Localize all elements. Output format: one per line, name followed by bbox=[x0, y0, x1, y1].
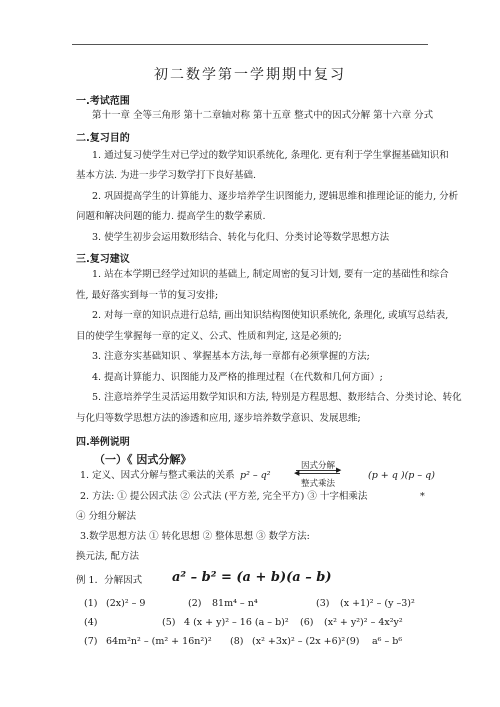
exercise-2-expr: 81m⁴ – n⁴ bbox=[212, 598, 258, 609]
exercise-2-num: (2) bbox=[188, 598, 202, 609]
exam-scope-text: 第十一章 全等三角形 第十二章轴对称 第十五章 整式中的因式分解 第十六章 分式 bbox=[92, 110, 434, 121]
exercise-5-expr: 4 (x + y)² – 16 (a – b)² bbox=[184, 617, 289, 628]
arrow-label-top: 因式分解 bbox=[300, 461, 335, 471]
arrow-label-bottom: 整式乘法 bbox=[300, 479, 335, 489]
advice-p3: 3. 注意夯实基础知识 、掌握基本方法,每一章都有必须掌握的方法; bbox=[92, 351, 370, 362]
exercise-9-num: (9) bbox=[346, 636, 360, 647]
exercise-1-num: (1) bbox=[84, 598, 98, 609]
exercise-1-expr: (2x)² – 9 bbox=[106, 598, 146, 609]
exercise-8-expr: (x² +3x)² – (2x +6)² bbox=[252, 636, 346, 647]
header-rule bbox=[72, 44, 428, 45]
section-heading-examples: 四.举例说明 bbox=[76, 437, 130, 448]
exercise-3-expr: (x +1)² – (y –3)² bbox=[340, 598, 415, 609]
purpose-p2a: 2. 巩固提高学生的计算能力、逐步培养学生识图能力, 逻辑思维和推理论证的能力, 分析 bbox=[92, 191, 459, 202]
item2-methods-cont: ④ 分组分解法 bbox=[76, 511, 137, 522]
exercise-5-num: (5) bbox=[162, 617, 176, 628]
example-label: 例 1．分解因式 bbox=[76, 575, 143, 586]
exercise-3-num: (3) bbox=[316, 598, 330, 609]
left-arrowhead-icon: ◀ bbox=[294, 469, 300, 477]
purpose-p1a: 1. 通过复习使学生对已学过的数学知识系统化, 条理化. 更有利于学生掌握基础知识和 bbox=[92, 150, 449, 161]
exercise-9-expr: a⁶ – b⁶ bbox=[372, 636, 403, 647]
item1-label: 1. 定义、因式分解与整式乘法的关系 bbox=[80, 470, 235, 481]
advice-p1a: 1. 站在本学期已经学过知识的基础上, 制定周密的复习计划, 要有一定的基础性和综合 bbox=[92, 269, 449, 280]
section-heading-review-advice: 三.复习建议 bbox=[76, 254, 130, 265]
purpose-p3: 3. 使学生初步会运用数形结合、转化与化归、分类讨论等数学思想方法 bbox=[92, 232, 390, 243]
exercise-7-num: (7) bbox=[84, 636, 98, 647]
advice-p2a: 2. 对每一章的知识点进行总结, 画出知识结构图使知识系统化, 条理化, 或填写总结表, bbox=[92, 310, 449, 321]
exercise-6-num: (6) bbox=[300, 617, 314, 628]
advice-p1b: 性, 最好落实到每一节的复习安排; bbox=[76, 290, 219, 301]
advice-p2b: 目的使学生掌握每一章的定义、公式、性质和判定, 这是必须的; bbox=[76, 331, 342, 342]
exercise-4-num: (4) bbox=[84, 617, 98, 628]
advice-p4: 4. 提高计算能力、识图能力及严格的推理过程（在代数和几何方面）; bbox=[92, 372, 383, 383]
item1-left-expr: p² – q² bbox=[240, 470, 271, 481]
page-title: 初二数学第一学期期中复习 bbox=[154, 67, 346, 83]
exercise-6-expr: (x² + y²)² – 4x²y² bbox=[324, 617, 403, 628]
section-heading-exam-scope: 一.考试范围 bbox=[76, 96, 130, 107]
left-arrow-line bbox=[296, 473, 340, 474]
exercise-7-expr: 64m²n² – (m² + 16n²)² bbox=[106, 636, 212, 647]
item1-right-expr: (p + q )(p – q) bbox=[368, 470, 435, 481]
item2-star: * bbox=[420, 491, 425, 502]
right-arrow-line bbox=[296, 470, 340, 471]
item3-thinking-cont: 换元法, 配方法 bbox=[76, 551, 140, 562]
exercise-8-num: (8) bbox=[230, 636, 244, 647]
item2-methods: 2. 方法: ① 提公因式法 ② 公式法 (平方差, 完全平方) ③ 十字相乘法 bbox=[80, 491, 368, 502]
advice-p5a: 5. 注意培养学生灵活运用数学知识和方法, 特别是方程思想、数形结合、分类讨论、转化 bbox=[92, 392, 462, 403]
subsection-factorization: （一）《 因式分解》 bbox=[94, 453, 192, 466]
purpose-p1b: 基本方法. 为进一步学习数学打下良好基础. bbox=[76, 170, 257, 181]
section-heading-review-purpose: 二.复习目的 bbox=[76, 133, 130, 144]
advice-p5b: 与化归等数学思想方法的渗透和应用, 逐步培养数学意识、发展思维; bbox=[76, 413, 361, 424]
item3-thinking: 3.数学思想方法 ① 转化思想 ② 整体思想 ③ 数学方法: bbox=[80, 531, 310, 542]
factorization-arrows bbox=[294, 459, 342, 489]
example-formula: a² – b² = (a + b)(a – b) bbox=[172, 570, 332, 585]
purpose-p2b: 问题和解决问题的能力. 提高学生的数学素质. bbox=[76, 211, 266, 222]
right-arrowhead-icon: ▶ bbox=[336, 466, 342, 474]
